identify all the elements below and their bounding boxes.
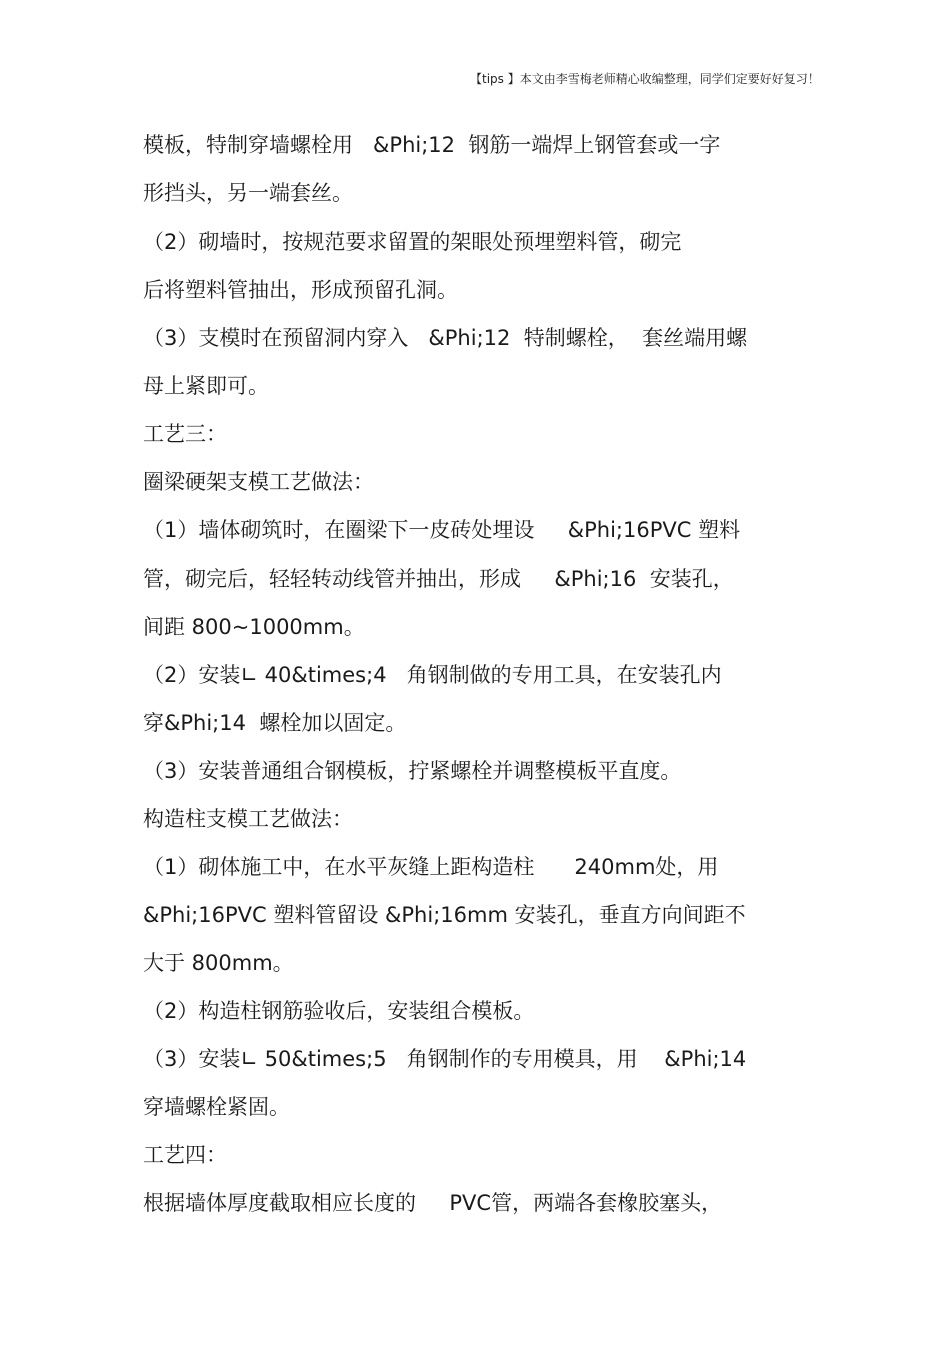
text-line: 管，砌完后，轻轻转动线管并抽出，形成 &Phi;16 安装孔，	[143, 567, 734, 591]
text-line: 形挡头，另一端套丝。	[143, 181, 353, 205]
text-line: （3）安装普通组合钢模板，拧紧螺栓并调整模板平直度。	[143, 759, 682, 783]
text-line: 模板，特制穿墙螺栓用 &Phi;12 钢筋一端焊上钢管套或一字	[143, 133, 721, 157]
text-line: （3）安装∟ 50&times;5 角钢制作的专用模具，用 &Phi;14	[143, 1047, 747, 1071]
text-line: （1）砌体施工中，在水平灰缝上距构造柱 240mm处，用	[143, 855, 719, 879]
text-line: 后将塑料管抽出，形成预留孔洞。	[143, 278, 458, 302]
text-line: &Phi;16PVC 塑料管留设 &Phi;16mm 安装孔，垂直方向间距不	[143, 903, 746, 927]
text-line: （2）安装∟ 40&times;4 角钢制做的专用工具，在安装孔内	[143, 663, 722, 687]
text-line: （1）墙体砌筑时，在圈梁下一皮砖处埋设 &Phi;16PVC 塑料	[143, 518, 741, 542]
text-line: 根据墙体厚度截取相应长度的 PVC管，两端各套橡胶塞头，	[143, 1191, 723, 1215]
text-line: 间距 800~1000mm。	[143, 615, 365, 639]
subsection-heading: 圈梁硬架支模工艺做法：	[143, 470, 374, 494]
subsection-heading: 构造柱支模工艺做法：	[143, 807, 353, 831]
text-line: （2）砌墙时，按规范要求留置的架眼处预埋塑料管，砌完	[143, 230, 682, 254]
header-tips-note: 【tips 】本文由李雪梅老师精心收编整理，同学们定要好好复习！	[470, 72, 820, 86]
text-line: 母上紧即可。	[143, 374, 269, 398]
text-line: 穿&Phi;14 螺栓加以固定。	[143, 711, 407, 735]
text-line: （3）支模时在预留洞内穿入 &Phi;12 特制螺栓， 套丝端用螺	[143, 326, 748, 350]
text-line: 穿墙螺栓紧固。	[143, 1095, 290, 1119]
text-line: 大于 800mm。	[143, 951, 294, 975]
section-heading: 工艺三：	[143, 422, 227, 446]
text-line: （2）构造柱钢筋验收后，安装组合模板。	[143, 999, 535, 1023]
section-heading: 工艺四：	[143, 1143, 227, 1167]
